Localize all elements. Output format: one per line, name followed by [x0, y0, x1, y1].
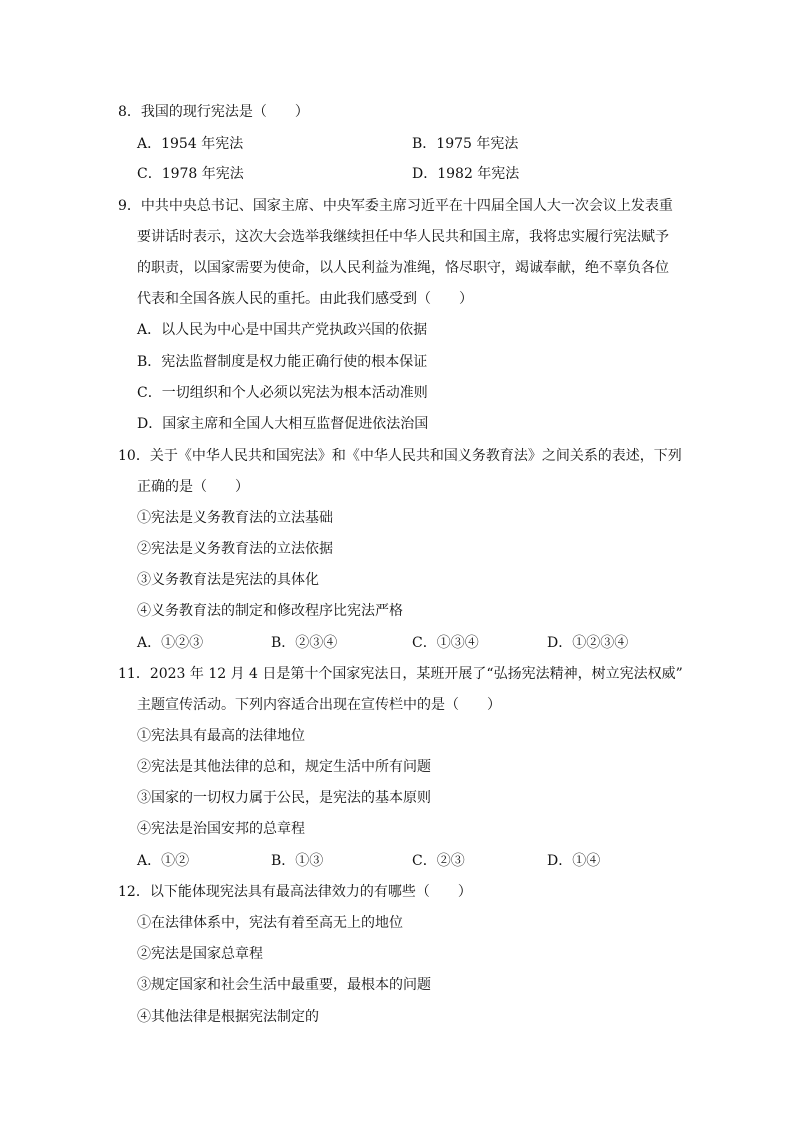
question-11-item-2: ②宪法是其他法律的总和，规定生活中所有问题	[137, 759, 431, 775]
question-8-stem: 8．我国的现行宪法是（ ）	[118, 104, 309, 120]
question-11-stem-line-1: 11．2023 年 12 月 4 日是第十个国家宪法日，某班开展了“弘扬宪法精神，树立宪法权威”	[118, 666, 683, 682]
question-11-option-c: C．②③	[412, 853, 465, 869]
question-12-item-3: ③规定国家和社会生活中最重要，最根本的问题	[137, 977, 431, 993]
question-9-stem-line-2: 要讲话时表示，这次大会选举我继续担任中华人民共和国主席，我将忠实履行宪法赋予	[137, 229, 669, 245]
question-11-item-3: ③国家的一切权力属于公民，是宪法的基本原则	[137, 790, 431, 806]
question-10-option-a: A．①②③	[137, 635, 204, 651]
question-10-stem-line-2: 正确的是（ ）	[137, 479, 249, 495]
question-9-stem-line-4: 代表和全国各族人民的重托。由此我们感受到（ ）	[137, 291, 473, 307]
question-8-option-d: D．1982 年宪法	[412, 166, 520, 182]
question-10-item-4: ④义务教育法的制定和修改程序比宪法严格	[137, 603, 403, 619]
question-10-option-c: C．①③④	[412, 635, 479, 651]
question-11-option-a: A．①②	[137, 853, 190, 869]
question-11-item-1: ①宪法具有最高的法律地位	[137, 728, 305, 744]
question-10-item-2: ②宪法是义务教育法的立法依据	[137, 541, 333, 557]
question-8-option-a: A．1954 年宪法	[137, 136, 244, 152]
question-12-item-2: ②宪法是国家总章程	[137, 946, 263, 962]
question-12-item-4: ④其他法律是根据宪法制定的	[137, 1009, 319, 1025]
question-10-option-b: B．②③④	[271, 635, 338, 651]
question-10-stem-line-1: 10．关于《中华人民共和国宪法》和《中华人民共和国义务教育法》之间关系的表述，下列	[118, 448, 682, 464]
question-9-option-a: A．以人民为中心是中国共产党执政兴国的依据	[137, 322, 428, 338]
question-12-item-1: ①在法律体系中，宪法有着至高无上的地位	[137, 915, 403, 931]
question-9-stem-line-3: 的职责，以国家需要为使命，以人民利益为准绳，恪尽职守，竭诚奉献，绝不辜负各位	[137, 260, 669, 276]
question-11-stem-line-2: 主题宣传活动。下列内容适合出现在宣传栏中的是（ ）	[137, 697, 501, 713]
question-9-option-c: C．一切组织和个人必须以宪法为根本活动准则	[137, 385, 428, 401]
question-10-option-d: D．①②③④	[547, 635, 629, 651]
question-9-option-b: B．宪法监督制度是权力能正确行使的根本保证	[137, 354, 428, 370]
question-8-option-b: B．1975 年宪法	[412, 136, 519, 152]
question-12-stem: 12．以下能体现宪法具有最高法律效力的有哪些（ ）	[118, 884, 472, 900]
question-11-option-d: D．①④	[547, 853, 601, 869]
question-11-item-4: ④宪法是治国安邦的总章程	[137, 821, 305, 837]
question-9-option-d: D．国家主席和全国人大相互监督促进依法治国	[137, 416, 429, 432]
question-11-option-b: B．①③	[271, 853, 324, 869]
question-10-item-3: ③义务教育法是宪法的具体化	[137, 572, 319, 588]
question-8-option-c: C．1978 年宪法	[137, 166, 244, 182]
question-9-stem-line-1: 9．中共中央总书记、国家主席、中央军委主席习近平在十四届全国人大一次会议上发表重	[118, 198, 673, 214]
question-10-item-1: ①宪法是义务教育法的立法基础	[137, 510, 333, 526]
